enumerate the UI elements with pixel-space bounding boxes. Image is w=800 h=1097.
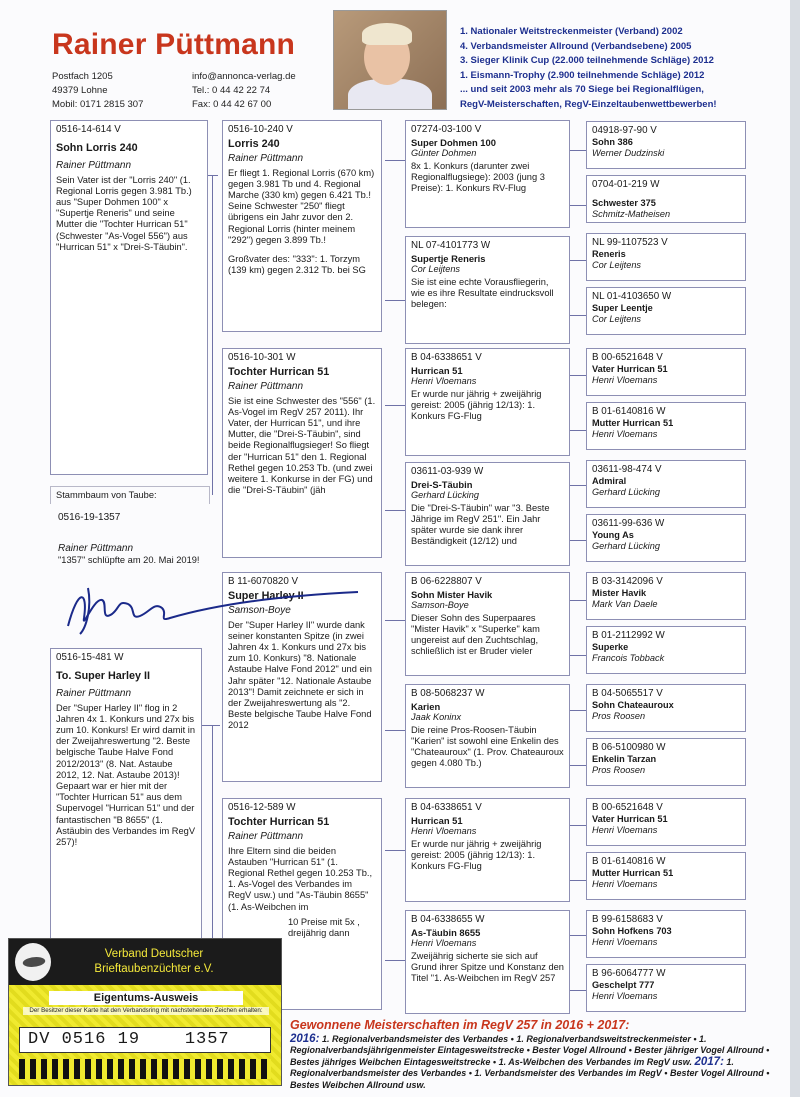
- card-title: Eigentums-Ausweis: [49, 991, 243, 1005]
- stammbaum-label: Stammbaum von Taube:: [50, 486, 210, 504]
- ring-number: 0704-01-219 W: [592, 179, 660, 190]
- connector-line: [570, 260, 586, 261]
- pedigree-box-g4: [586, 175, 746, 223]
- pigeon-name: Vater Hurrican 51: [592, 814, 668, 825]
- pigeon-name: Hurrican 51: [411, 815, 463, 827]
- pedigree-box-g4: [586, 910, 746, 958]
- pedigree-box-g4: [586, 233, 746, 281]
- card-ring-number: DV 0516 19 1357: [19, 1027, 271, 1053]
- description: Der "Super Harley II" flog in 2 Jahren 4x 1. Konkurs und 27x bis zum 10. Konkurs! Er wird damit in der Zweijahreswertung "2. Beste belgische Taube Halve Fond 2012/2013" (8. Nat. Astaube 2012, 12. Nat. Astaube 2013)! Gepaart war er hier mit der "Tochter Hurrican 51" aus dem Supervogel "Hurrican 51" und der fantastischen "B 8655" (1. Astäubin des Verbandes im RegV 257)!: [56, 702, 196, 848]
- pedigree-box-g4: [586, 460, 746, 508]
- connector-line: [385, 960, 405, 961]
- breeder: Henri Vloemans: [592, 991, 658, 1002]
- description: Die reine Pros-Roosen-Täubin "Karien" ist sowohl eine Enkelin des "Chateauroux" (1. Prov. Chateauroux gegen 4.080 Tb.): [411, 724, 564, 769]
- pigeon-name: Sohn Hofkens 703: [592, 926, 672, 937]
- pigeon-name: Drei-S-Täubin: [411, 479, 473, 491]
- breeder: Henri Vloemans: [592, 825, 658, 836]
- pigeon-name: Lorris 240: [228, 138, 280, 151]
- ring-number: 0516-10-301 W: [228, 352, 296, 363]
- ring-number: NL 07-4101773 W: [411, 240, 491, 251]
- breeder: Jaak Koninx: [411, 712, 462, 723]
- ring-number: B 00-6521648 V: [592, 802, 663, 813]
- connector-line: [385, 730, 405, 731]
- breeder: Henri Vloemans: [411, 826, 477, 837]
- pigeon-name: Super Dohmen 100: [411, 137, 496, 149]
- card-fineprint: Der Besitzer dieser Karte hat den Verbandsring mit nachstehenden Zeichen erhalten:: [23, 1007, 269, 1015]
- page-edge: [790, 0, 800, 1097]
- card-barcode: [19, 1059, 271, 1079]
- ring-number: 07274-03-100 V: [411, 124, 482, 135]
- connector-line: [570, 375, 586, 376]
- description: Er fliegt 1. Regional Lorris (670 km) gegen 3.981 Tb und 4. Regional Marche (330 km) gegen 6.421 Tb.! Seine Schwester "250" fliegt übrigens ein Jahr zuvor den 2. Regional Lorris (hinter meinem "292") gegen 3.899 Tb.!: [228, 167, 375, 245]
- pigeon-name: Super Leentje: [592, 303, 653, 314]
- pedigree-box-g4: [586, 626, 746, 674]
- ring-number: NL 99-1107523 V: [592, 237, 668, 248]
- ring-number: 03611-98-474 V: [592, 464, 662, 475]
- pedigree-box-g3: [405, 462, 570, 566]
- pedigree-box-g4: [586, 402, 746, 450]
- connector-line: [570, 710, 586, 711]
- description: Sie ist eine echte Vorausfliegerin, wie es ihre Resultate eindrucksvoll belegen:: [411, 276, 554, 310]
- description: Er wurde nur jährig + zweijährig gereist: 2005 (jährig 12/13): 1. Konkurs FG-Flug: [411, 838, 542, 872]
- breeder: Gerhard Lücking: [411, 490, 479, 501]
- year-2017: 2017:: [694, 1055, 724, 1068]
- breeder: Gerhard Lücking: [592, 487, 660, 498]
- breeder: Gerhard Lücking: [592, 541, 660, 552]
- description-extra: Großvater des: "333": 1. Torzym (139 km) gegen 2.312 Tb. bei SG: [228, 254, 366, 276]
- connector-line: [570, 485, 586, 486]
- connector-line: [570, 315, 586, 316]
- text-2016: 1. Regionalverbandsmeister des Verbandes • 1. Regionalverbandsweitstreckenmeister • 1. Regionalverbandsjährigenmeister Eintagesweitstrecke • Bester Vogel Allround • Bester jähriger Vogel Allround • Bestes jähriges Weibchen Eintagesweitstrecke • 1. As-Weibchen des Verbandes im RegV usw.: [290, 1033, 770, 1067]
- ring-number: B 01-6140816 W: [592, 856, 666, 867]
- ownership-card: [8, 938, 282, 1086]
- pedigree-box-sire-sire: [222, 120, 382, 332]
- pigeon-name: Sohn Mister Havik: [411, 589, 493, 601]
- text-2017: 1. Regionalverbandsmeister des Verbandes • 1. Verbandsmeister des Verbandes im RegV • Bester Vogel Allround • Bestes Weibchen Allround usw.: [290, 1056, 770, 1090]
- description: Die "Drei-S-Täubin" war "3. Beste Jährige im RegV 251". Ein Jahr später wurde sie dank ihrer Beständigkeit (12/12) und: [411, 502, 550, 547]
- breeder-name: Rainer Püttmann: [52, 28, 296, 61]
- connector-line: [200, 725, 220, 726]
- contact-block: [192, 70, 296, 112]
- ring-number: B 03-3142096 V: [592, 576, 663, 587]
- connector-line: [212, 725, 213, 955]
- pigeon-name: Supertje Reneris: [411, 253, 486, 265]
- description-extra: 10 Preise mit 5x , dreijährig dann: [288, 916, 360, 939]
- ring-number: B 96-6064777 W: [592, 968, 666, 979]
- address-block: [52, 70, 143, 112]
- pigeon-name: As-Täubin 8655: [411, 927, 481, 939]
- ring-number: B 04-5065517 V: [592, 688, 663, 699]
- card-organisation: [69, 947, 239, 977]
- connector-line: [212, 175, 213, 495]
- description: Er wurde nur jährig + zweijährig gereist: 2005 (jährig 12/13): 1. Konkurs FG-Flug: [411, 388, 542, 422]
- signature-scribble: [58, 578, 378, 638]
- ring-number: NL 01-4103650 W: [592, 291, 672, 302]
- breeder: Henri Vloemans: [411, 376, 477, 387]
- ring-number: 0516-14-614 V: [56, 124, 121, 135]
- pigeon-name: Reneris: [592, 249, 626, 260]
- stammbaum-owner: Rainer Püttmann: [58, 543, 134, 554]
- org-line: Brieftaubenzüchter e.V.: [94, 963, 214, 975]
- pigeon-name: Mister Havik: [592, 588, 647, 599]
- ring-number: 0516-15-481 W: [56, 652, 124, 663]
- breeder: Schmitz-Matheisen: [592, 209, 671, 220]
- breeder: Werner Dudzinski: [592, 148, 665, 159]
- pigeon-name: Hurrican 51: [411, 365, 463, 377]
- breeder: Henri Vloemans: [592, 429, 658, 440]
- connector-line: [570, 205, 586, 206]
- pigeon-name: Schwester 375: [592, 198, 656, 209]
- breeder: Henri Vloemans: [592, 879, 658, 890]
- connector-line: [570, 540, 586, 541]
- breeder: Cor Leijtens: [592, 314, 642, 325]
- description: Dieser Sohn des Superpaares "Mister Havik" x "Superke" kam ungereist auf den Zuchtschlag, schließlich ist er Bruder vieler: [411, 612, 540, 657]
- connector-line: [385, 850, 405, 851]
- pigeon-name: Mutter Hurrican 51: [592, 418, 674, 429]
- connector-line: [208, 175, 218, 176]
- championships-block: [290, 1020, 785, 1091]
- pedigree-box-g4: [586, 964, 746, 1012]
- connector-line: [570, 150, 586, 151]
- pigeon-name: Karien: [411, 701, 441, 713]
- pedigree-box-g4: [586, 572, 746, 620]
- breeder: Rainer Püttmann: [228, 831, 304, 843]
- achievement-item: 4. Verbandsmeister Allround (Verbandsebene) 2005: [460, 40, 692, 52]
- breeder: Henri Vloemans: [592, 937, 658, 948]
- ring-number: 03611-03-939 W: [411, 466, 484, 477]
- pigeon-name: Young As: [592, 530, 634, 541]
- connector-line: [570, 935, 586, 936]
- pedigree-box-g3: [405, 684, 570, 788]
- achievement-item: RegV-Meisterschaften, RegV-Einzeltaubenwettbewerben!: [460, 98, 717, 110]
- pigeon-name: Vater Hurrican 51: [592, 364, 668, 375]
- org-line: Verband Deutscher: [104, 948, 204, 960]
- connector-line: [385, 620, 405, 621]
- ring-number: 04918-97-90 V: [592, 125, 657, 136]
- pedigree-box-g4: [586, 738, 746, 786]
- pedigree-box-g3: [405, 572, 570, 676]
- ring-number: B 04-6338655 W: [411, 914, 485, 925]
- pigeon-name: Enkelin Tarzan: [592, 754, 657, 765]
- year-2016: 2016:: [290, 1032, 320, 1045]
- pigeon-name: Superke: [592, 642, 629, 653]
- pedigree-box-sire-dam: [222, 348, 382, 558]
- pedigree-box-g4: [586, 684, 746, 732]
- connector-line: [385, 510, 405, 511]
- description: Zweijährig sicherte sie sich auf Grund ihrer Spitze und Konstanz den Titel "1. As-Weibchen im RegV 257: [411, 950, 564, 984]
- description: Sie ist eine Schwester des "556" (1. As-Vogel im RegV 257 2011). Ihr Vater, der Hurrican 51", und ihre Mutter, die "Drei-S-Täubin", sind beide Regionalflugsieger! So fliegt der "Hurrican 51" den 1. Regional Rethel gegen 10.253 Tb. (und zwei weitere 1. Konkurse in der FG) und die "Drei-S-Täubin" (jäh: [228, 395, 376, 496]
- connector-line: [385, 300, 405, 301]
- pedigree-box-g3: [405, 910, 570, 1014]
- fax: Fax: 0 44 42 67 00: [192, 99, 272, 110]
- address-line: 49379 Lohne: [52, 85, 108, 96]
- ring-number: B 99-6158683 V: [592, 914, 663, 925]
- achievements-list: [460, 25, 790, 112]
- ring-number: B 00-6521648 V: [592, 352, 663, 363]
- pedigree-box-g4: [586, 514, 746, 562]
- pedigree-box-g3: [405, 120, 570, 228]
- pigeon-name: Super Harley II: [228, 590, 304, 603]
- email: info@annonca-verlag.de: [192, 71, 296, 82]
- pigeon-logo-icon: [15, 943, 51, 981]
- stammbaum-ring: 0516-19-1357: [58, 512, 121, 523]
- achievement-item: ... und seit 2003 mehr als 70 Siege bei Regionalflügen,: [460, 84, 704, 95]
- connector-line: [570, 765, 586, 766]
- address-line: Postfach 1205: [52, 71, 113, 82]
- connector-line: [570, 825, 586, 826]
- achievement-item: 1. Nationaler Weitstreckenmeister (Verband) 2002: [460, 26, 683, 37]
- breeder: Cor Leijtens: [411, 264, 461, 275]
- breeder: Henri Vloemans: [592, 375, 658, 386]
- breeder: Francois Tobback: [592, 653, 665, 664]
- pigeon-name: Geschelpt 777: [592, 980, 655, 991]
- stammbaum-hatch-note: "1357" schlüpfte am 20. Mai 2019!: [58, 555, 200, 565]
- connector-line: [385, 160, 405, 161]
- breeder: Cor Leijtens: [592, 260, 642, 271]
- championships-2016: [290, 1034, 785, 1092]
- pigeon-name: Tochter Hurrican 51: [228, 816, 330, 829]
- connector-line: [570, 430, 586, 431]
- pedigree-box-g4: [586, 287, 746, 335]
- breeder: Günter Dohmen: [411, 148, 477, 159]
- ring-number: 0516-12-589 W: [228, 802, 296, 813]
- ring-number: B 04-6338651 V: [411, 352, 482, 363]
- ring-number: B 08-5068237 W: [411, 688, 485, 699]
- ring-number: B 01-2112992 W: [592, 630, 665, 641]
- connector-line: [570, 990, 586, 991]
- breeder: Henri Vloemans: [411, 938, 477, 949]
- pedigree-box-g4: [586, 121, 746, 169]
- ring-number: B 01-6140816 W: [592, 406, 666, 417]
- connector-line: [570, 655, 586, 656]
- breeder: Rainer Püttmann: [228, 153, 304, 165]
- pigeon-name: Admiral: [592, 476, 627, 487]
- pedigree-box-g4: [586, 348, 746, 396]
- pedigree-box-g3: [405, 348, 570, 456]
- description: Ihre Eltern sind die beiden Astauben "Hurrican 51" (1. Regional Rethel gegen 10.253 Tb., 1. As-Vogel des Verbandes im RegV usw.) und "As-Täubin 8655" (1. As-Weibchen im: [228, 845, 373, 912]
- breeder-photo: [333, 10, 447, 110]
- breeder: Pros Roosen: [592, 711, 646, 722]
- breeder: Rainer Püttmann: [228, 381, 304, 393]
- championships-title: Gewonnene Meisterschaften im RegV 257 in 2016 + 2017:: [290, 1018, 630, 1032]
- pigeon-name: Sohn Chateauroux: [592, 700, 674, 711]
- pedigree-box-g3: [405, 798, 570, 902]
- ring-number: B 11-6070820 V: [228, 576, 299, 587]
- ring-number: 03611-99-636 W: [592, 518, 665, 529]
- ring-number: B 06-6228807 V: [411, 576, 482, 587]
- pigeon-name: Mutter Hurrican 51: [592, 868, 674, 879]
- card-header: [9, 939, 281, 985]
- pigeon-name: Sohn Lorris 240: [56, 142, 138, 155]
- breeder: Mark Van Daele: [592, 599, 658, 610]
- description: Sein Vater ist der "Lorris 240" (1. Regional Lorris gegen 3.981 Tb.) aus "Super Dohmen 100" x "Supertje Reneris" und seine Mutter die "Tochter Hurrican 51" (Schwester "As-Vogel 556") aus "Hurrican 51" x "Drei-S-Täubin".: [56, 174, 192, 252]
- connector-line: [385, 405, 405, 406]
- achievement-item: 3. Sieger Klinik Cup (22.000 teilnehmende Schläge) 2012: [460, 55, 714, 66]
- breeder: Pros Roosen: [592, 765, 646, 776]
- connector-line: [570, 880, 586, 881]
- description: Der "Super Harley II" wurde dank seiner konstanten Spitze (in zwei Jahren 4x 1. Konkurs und 27x bis zum 10. Konkurs) "8. Nationale Astaube Halve Fond 2012" und ein Jahr später "12. Nationale Astaube 2013"! Damit zeichnete er sich in der Zweijahreswertung als "2. Beste belgische Taube Halve Fond 2012: [228, 619, 372, 731]
- pedigree-box-g3: [405, 236, 570, 344]
- breeder: Samson-Boye: [411, 600, 469, 611]
- breeder: Samson-Boye: [228, 605, 291, 617]
- breeder: Rainer Püttmann: [56, 160, 132, 172]
- pedigree-box-g4: [586, 852, 746, 900]
- breeder: Rainer Püttmann: [56, 688, 132, 700]
- pedigree-box-sire: [50, 120, 208, 475]
- pigeon-name: Sohn 386: [592, 137, 633, 148]
- connector-line: [570, 600, 586, 601]
- description: 8x 1. Konkurs (darunter zwei Regionalflugsiege): 2003 (jung 3 Preise): 1. Konkurs RV-Flug: [411, 160, 545, 194]
- address-line: Mobil: 0171 2815 307: [52, 99, 144, 110]
- ring-number: B 06-5100980 W: [592, 742, 666, 753]
- ring-number: B 04-6338651 V: [411, 802, 482, 813]
- pedigree-box-g4: [586, 798, 746, 846]
- pigeon-name: To. Super Harley II: [56, 670, 150, 683]
- achievement-item: 1. Eismann-Trophy (2.900 teilnehmende Schläge) 2012: [460, 69, 705, 81]
- phone: Tel.: 0 44 42 22 74: [192, 85, 271, 96]
- ring-number: 0516-10-240 V: [228, 124, 293, 135]
- pigeon-name: Tochter Hurrican 51: [228, 366, 330, 379]
